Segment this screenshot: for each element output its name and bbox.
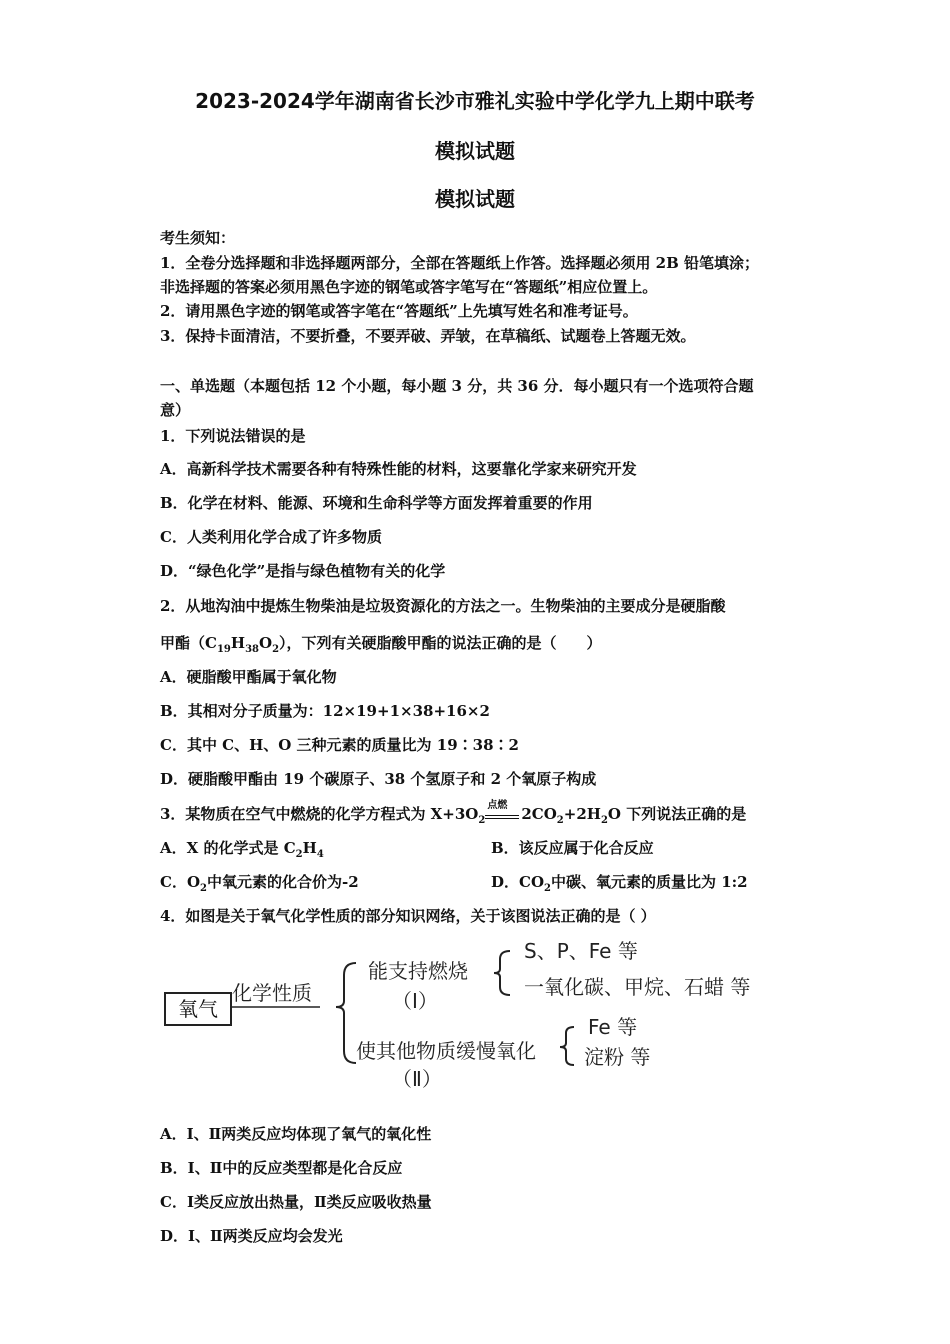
page-subtitle-repeat: 模拟试题 [435,187,515,211]
branch-slow-oxidation-tag: （Ⅱ） [392,1067,442,1091]
chemical-property-label: 化学性质 [232,981,312,1005]
combustion-example-1: S、P、Fe 等 [524,939,638,963]
oxidation-example-2: 淀粉 等 [584,1045,651,1069]
question-1-option-b: B．化学在材料、能源、环境和生命科学等方面发挥着重要的作用 [160,494,593,512]
question-3-stem: 3．某物质在空气中燃烧的化学方程式为 $X+3O_2$ 点燃 $2CO_2+2H_2O$ 下列说法正确的是 [160,800,747,826]
question-1-option-d: D．“绿色化学”是指与绿色植物有关的化学 [160,562,446,580]
burning-brace [494,951,510,995]
question-1-option-a: A．高新科学技术需要各种有特殊性能的材料，这要靠化学家来研究开发 [160,460,637,478]
branch-combustion-tag: （Ⅰ） [392,989,438,1013]
combustion-example-2: 一氧化碳、甲烷、石蜡 等 [524,975,751,999]
question-4-stem: 4．如图是关于氧气化学性质的部分知识网络，关于该图说法正确的是（ ） [160,907,656,925]
question-1-option-c: C．人类利用化学合成了许多物质 [160,528,382,546]
question-2-stem: 2．从地沟油中提炼生物柴油是垃圾资源化的方法之一。生物柴油的主要成分是硬脂酸 [160,597,726,615]
slow-oxidation-brace [560,1027,574,1065]
question-4-option-b: B．Ⅰ、Ⅱ中的反应类型都是化合反应 [160,1159,403,1177]
question-3-option-d: D．$CO_2$中碳、氧元素的质量比为 1:2 [491,873,748,894]
question-1-stem: 1．下列说法错误的是 [160,427,306,445]
notice-item-3: 3．保持卡面清洁，不要折叠，不要弄破、弄皱，在草稿纸、试题卷上答题无效。 [160,327,696,345]
question-2-option-b: B．其相对分子质量为：12×19+1×38+16×2 [160,702,490,720]
question-3-option-a: A．X 的化学式是 $C_2H_4$ [160,839,324,860]
question-4-option-c: C．Ⅰ类反应放出热量，Ⅱ类反应吸收热量 [160,1193,432,1211]
question-3-option-c: C．$O_2$中氧元素的化合价为-2 [160,873,359,894]
notice-heading: 考生须知： [160,229,236,247]
section-heading-cont: 意） [160,401,191,419]
page-title: 2023-2024学年湖南省长沙市雅礼实验中学化学九上期中联考 [195,89,755,113]
question-4-option-d: D．Ⅰ、Ⅱ两类反应均会发光 [160,1227,343,1245]
question-4-option-a: A．Ⅰ、Ⅱ两类反应均体现了氧气的氧化性 [160,1125,432,1143]
branch-slow-oxidation: 使其他物质缓慢氧化 [356,1039,536,1063]
question-2-option-a: A．硬脂酸甲酯属于氧化物 [160,668,337,686]
oxygen-box: 氧气 [164,992,232,1026]
page-subtitle: 模拟试题 [435,139,515,163]
branch-combustion: 能支持燃烧 [368,959,468,983]
oxygen-knowledge-diagram [160,935,800,1095]
notice-item-1a: 1．全卷分选择题和非选择题两部分，全部在答题纸上作答。选择题必须用 2B 铅笔填涂； [160,254,760,272]
question-3-option-b: B．该反应属于化合反应 [491,839,654,857]
notice-item-1b: 非选择题的答案必须用黑色字迹的钢笔或答字笔写在“答题纸”相应位置上。 [160,278,658,296]
reaction-arrow: 点燃 [485,804,521,824]
main-brace [336,963,356,1063]
question-2-option-c: C．其中 C、H、O 三种元素的质量比为 19∶38∶2 [160,736,519,754]
diagram-braces [160,935,800,1095]
question-2-option-d: D．硬脂酸甲酯由 19 个碳原子、38 个氢原子和 2 个氧原子构成 [160,770,597,788]
question-2-stem-formula: 甲酯$(C_{19}H_{38}O_2)$，下列有关硬脂酸甲酯的说法正确的是（ ） [160,634,602,655]
oxidation-example-1: Fe 等 [588,1015,638,1039]
notice-item-2: 2．请用黑色字迹的钢笔或答字笔在“答题纸”上先填写姓名和准考证号。 [160,302,638,320]
section-heading: 一、单选题（本题包括 12 个小题，每小题 3 分，共 36 分．每小题只有一个选项符合题 [160,377,754,395]
